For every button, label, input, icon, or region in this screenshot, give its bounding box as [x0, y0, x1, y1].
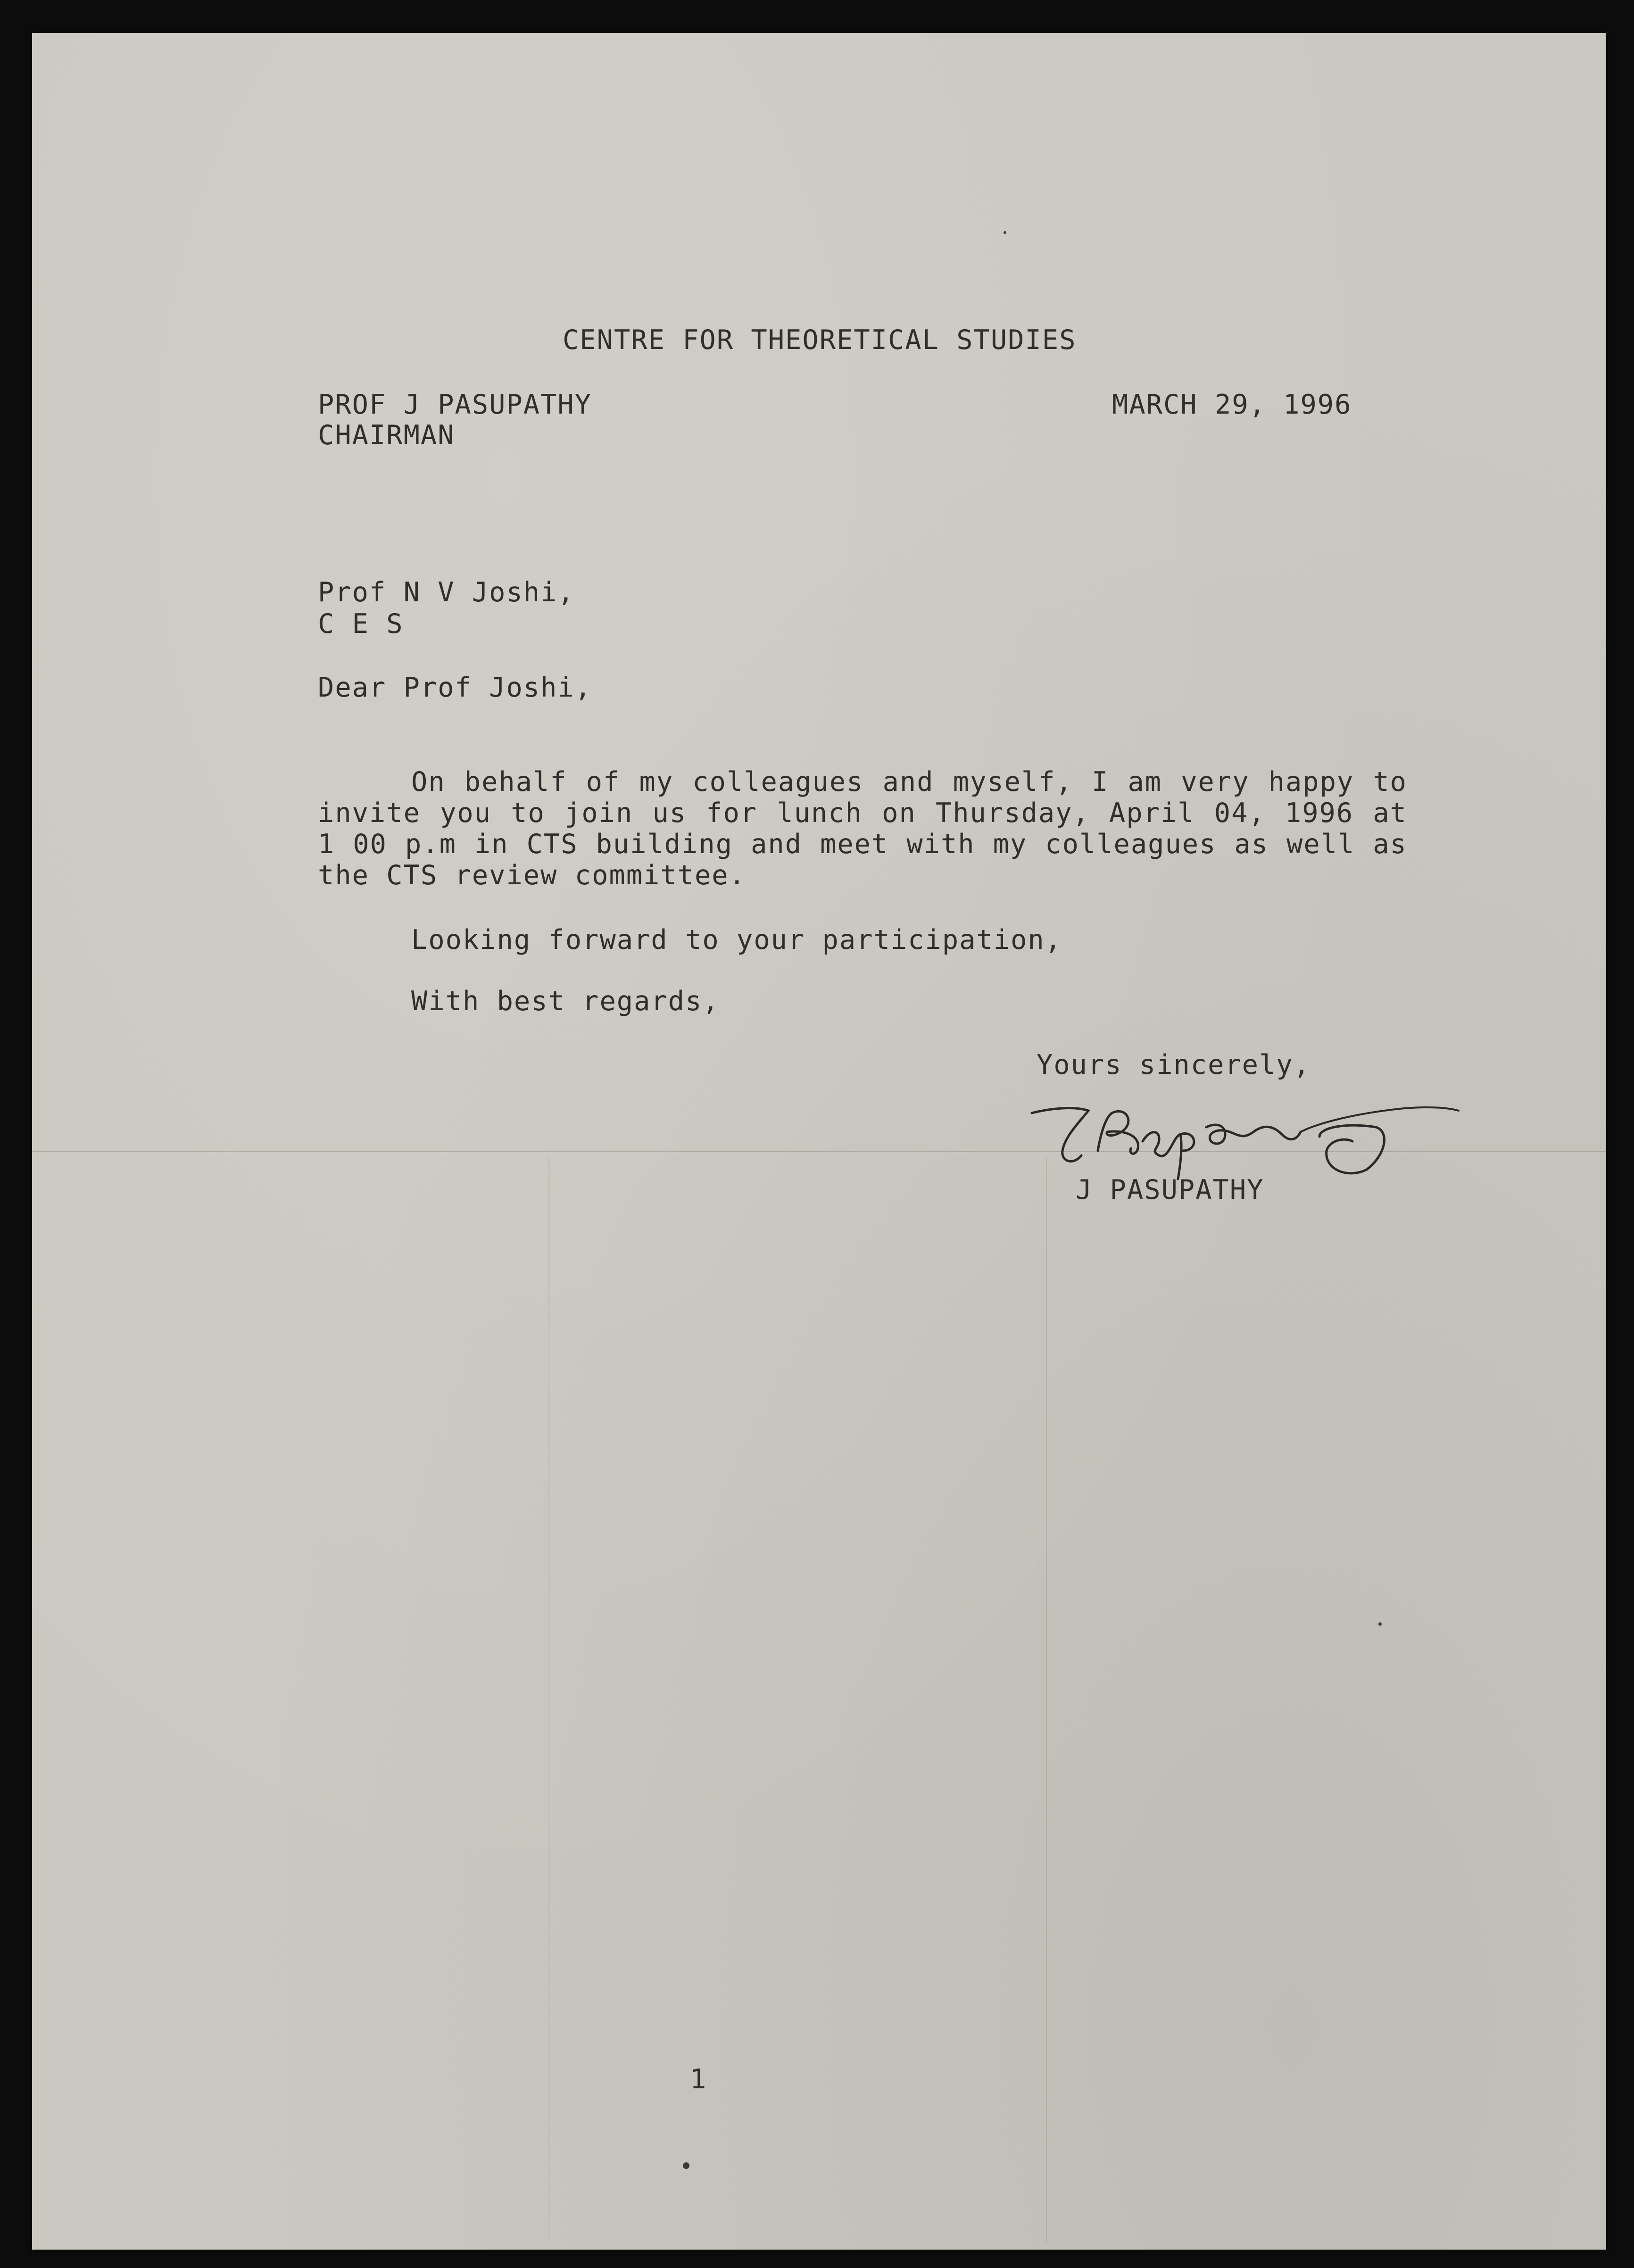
recipient-name: Prof N V Joshi, — [318, 577, 575, 608]
closing-line: Looking forward to your participation, — [411, 924, 1062, 955]
page-number: 1 — [690, 2064, 707, 2095]
signatory-name: J PASUPATHY — [1076, 1174, 1264, 1205]
sender-title: CHAIRMAN — [318, 420, 455, 451]
letter-page — [32, 33, 1606, 2250]
paper-speck — [1004, 231, 1006, 234]
recipient-department: C E S — [318, 608, 404, 640]
closing-line: With best regards, — [411, 986, 720, 1017]
paper-speck — [683, 2162, 689, 2169]
paper-fold-vertical-left — [548, 1158, 549, 2243]
complimentary-close: Yours sincerely, — [1037, 1049, 1311, 1080]
letter-body: On behalf of my colleagues and myself, I am very happy to invite you to join us for lunch on Thursday, April 04, 1996 at 1 00 p.m in CTS building and meet with my colleagues as well as the CTS review committee. — [318, 766, 1407, 891]
paper-speck — [1378, 1622, 1382, 1626]
letter-date: MARCH 29, 1996 — [1112, 389, 1352, 420]
letterhead-title: CENTRE FOR THEORETICAL STUDIES — [563, 324, 1077, 356]
paper-fold-vertical — [1046, 1158, 1047, 2243]
sender-name: PROF J PASUPATHY — [318, 389, 592, 420]
salutation: Dear Prof Joshi, — [318, 672, 592, 703]
